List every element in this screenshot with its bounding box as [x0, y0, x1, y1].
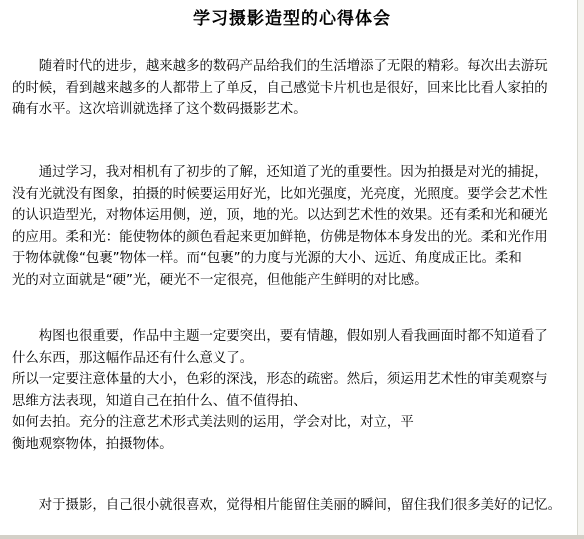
paragraph-line: 对于摄影，自己很小就很喜欢，觉得相片能留住美丽的瞬间，留住我们很多美好的记忆。: [12, 498, 562, 513]
paragraph-line: 的时候，看到越来越多的人都带上了单反，自己感觉卡片机也是很好，回来比比看人家拍的: [12, 80, 548, 96]
paragraph-line: 的认识造型光，对物体运用侧，逆，顶，地的光。以达到艺术性的效果。还有柔和光和硬光: [12, 208, 548, 224]
paragraph-line: 随着时代的进步，越来越多的数码产品给我们的生活增添了无限的精彩。每次出去游玩: [12, 59, 548, 74]
paragraph-intro: [12, 56, 572, 121]
window-edge: [577, 0, 584, 539]
paragraph-line: 衡地观察物体，拍摄物体。: [12, 436, 173, 452]
paragraph-light: [12, 162, 572, 292]
paragraph-line: 的应用。柔和光：能使物体的颜色看起来更加鲜艳，仿佛是物体本身发出的光。柔和光作用: [12, 229, 548, 245]
paragraph-line: 没有光就没有图象，拍摄的时候要运用好光，比如光强度，光亮度，光照度。要学会艺术性: [12, 186, 548, 202]
paragraph-line: 光的对立面就是“硬”光，硬光不一定很亮，但他能产生鲜明的对比感。: [12, 272, 428, 288]
paragraph-line: 如何去拍。充分的注意艺术形式美法则的运用，学会对比，对立，平: [12, 415, 414, 431]
paragraph-line: 于物体就像“包裹”物体一样。而“包裹”的力度与光源的大小、远近、角度成正比。柔和: [12, 251, 522, 267]
paragraph-line: 通过学习，我对相机有了初步的了解，还知道了光的重要性。因为拍摄是对光的捕捉，: [12, 165, 548, 180]
paragraph-line: 构图也很重要，作品中主题一定要突出，要有情趣，假如别人看我画面时都不知道看了: [12, 329, 548, 344]
window-bottom-border: [0, 535, 584, 539]
paragraph-line: 什么东西，那这幅作品还有什么意义了。: [12, 350, 254, 366]
paragraph-composition: [12, 326, 572, 456]
paragraph-closing: [12, 495, 572, 517]
paragraph-line: 所以一定要注意体量的大小，色彩的深浅，形态的疏密。然后，须运用艺术性的审美观察与: [12, 372, 548, 388]
document-title: 学习摄影造型的心得体会: [193, 9, 391, 29]
paragraph-line: 思维方法表现，知道自己在拍什么、值不值得拍、: [12, 393, 307, 409]
paragraph-line: 确有水平。这次培训就选择了这个数码摄影艺术。: [12, 102, 307, 118]
